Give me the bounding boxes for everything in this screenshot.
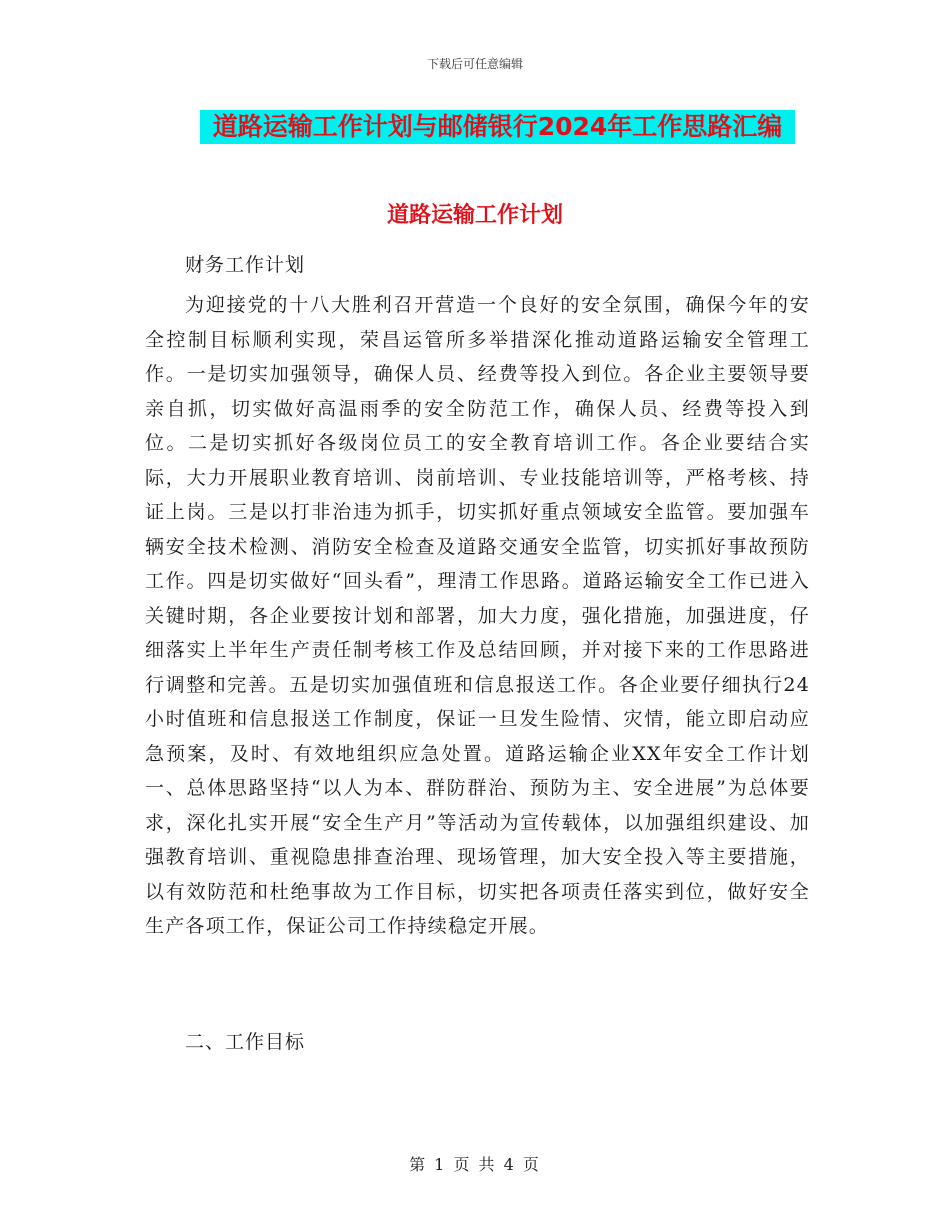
header-note: 下载后可任意编辑 (426, 57, 523, 71)
document-title: 道路运输工作计划与邮储银行2024年工作思路汇编 (200, 110, 795, 144)
sub-heading: 财务工作计划 (185, 254, 306, 276)
body-paragraph: 为迎接党的十八大胜利召开营造一个良好的安全氛围，确保今年的安全控制目标顺利实现，荣昌运管所多举措深化推动道路运输安全管理工作。一是切实加强领导，确保人员、经费等投入到位。各企业主要领导要亲自抓，切实做好高温雨季的安全防范工作，确保人员、经费等投入到位。二是切实抓好各级岗位员工的安全教育培训工作。各企业要结合实际，大力开展职业教育培训、岗前培训、专业技能培训等，严格考核、持证上岗。三是以打非治违为抓手，切实抓好重点领域安全监管。要加强车辆安全技术检测、消防安全检查及道路交通安全监管，切实抓好事故预防工作。四是切实做好“回头看”，理清工作思路。道路运输安全工作已进入关键时期，各企业要按计划和部署，加大力度，强化措施，加强进度，仔细落实上半年生产责任制考核工作及总结回顾，并对接下来的工作思路进行调整和完善。五是切实加强值班和信息报送工作。各企业要仔细执行24小时值班和信息报送工作制度，保证一旦发生险情、灾情，能立即启动应急预案，及时、有效地组织应急处置。道路运输企业XX年安全工作计划一、总体思路坚持“以人为本、群防群治、预防为主、安全进展”为总体要求，深化扎实开展“安全生产月”等活动为宣传载体，以加强组织建设、加强教育培训、重视隐患排查治理、现场管理，加大安全投入等主要措施，以有效防范和杜绝事故为工作目标，切实把各项责任落实到位，做好安全生产各项工作，保证公司工作持续稳定开展。 (145, 294, 810, 937)
sub-heading-work-goals: 二、工作目标 (185, 1031, 306, 1053)
section-title: 道路运输工作计划 (386, 203, 563, 228)
page-number: 第 1 页 共 4 页 (409, 1155, 541, 1174)
